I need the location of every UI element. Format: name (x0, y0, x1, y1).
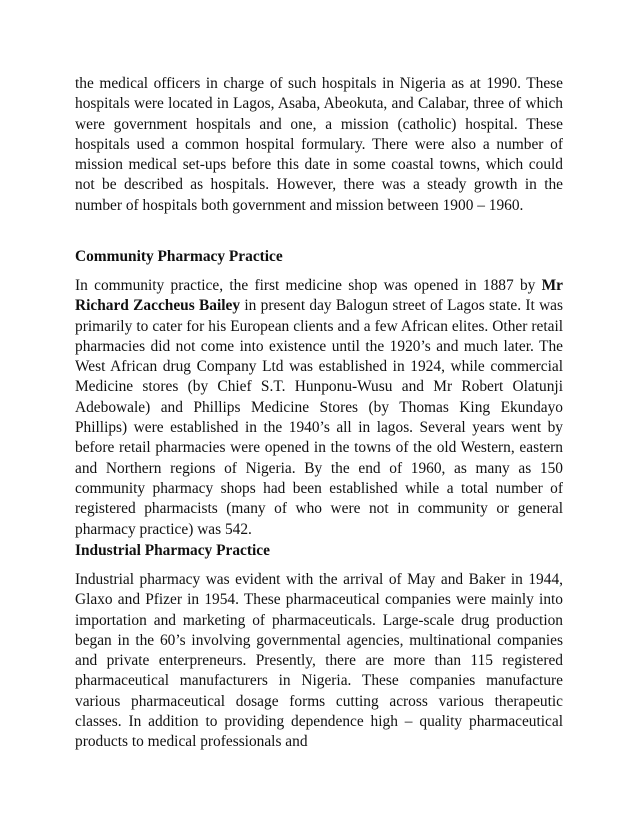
community-text-before-name: In community practice, the first medicine shop was opened in 1887 by (75, 277, 542, 294)
industrial-pharmacy-heading: Industrial Pharmacy Practice (75, 542, 270, 559)
community-text-after-name: in present day Balogun street of Lagos state. It was primarily to cater for his European clients and a few African elites. Other retail pharmacies did not come into existence until the 1920’s and much later. The West African drug Company Ltd was established in 1924, while commercial Medicine stores (by Chief S.T. Hunponu-Wusu and Mr Robert Olatunji Adebowale) and Phillips Medicine Stores (by Thomas King Ekundayo Phillips) were established in the 1940’s all in lagos. Several years went by before retail pharmacies were opened in the towns of the old Western, eastern and Northern regions of Nigeria. By the end of 1960, as many as 150 community pharmacy shops had been established while a total number of registered pharmacists (many of who were not in community or general pharmacy practice) was 542. (75, 297, 563, 538)
industrial-pharmacy-paragraph: Industrial pharmacy was evident with the arrival of May and Baker in 1944, Glaxo and Pfizer in 1954. These pharmaceutical companies were mainly into importation and marketing of pharmaceuticals. Large-scale drug production began in the 60’s involving governmental agencies, multinational companies and private enterpreneurs. Presently, there are more than 115 registered pharmaceutical manufacturers in Nigeria. These companies manufacture various pharmaceutical dosage forms cutting across various therapeutic classes. In addition to providing dependence high – quality pharmaceutical products to medical professionals and (75, 571, 563, 751)
founder-name: Mr Richard Zaccheus Bailey (75, 277, 563, 315)
intro-paragraph: the medical officers in charge of such hospitals in Nigeria as at 1990. These hospitals were located in Lagos, Asaba, Abeokuta, and Calabar, three of which were government hospitals and one, a mission (catholic) hospital. These hospitals used a common hospital formulary. There were also a number of mission medical set-ups before this date in some coastal towns, which could not be described as hospitals. However, there was a steady growth in the number of hospitals both government and mission between 1900 – 1960. (75, 75, 563, 214)
community-pharmacy-paragraph (75, 276, 563, 540)
community-pharmacy-heading: Community Pharmacy Practice (75, 248, 283, 265)
